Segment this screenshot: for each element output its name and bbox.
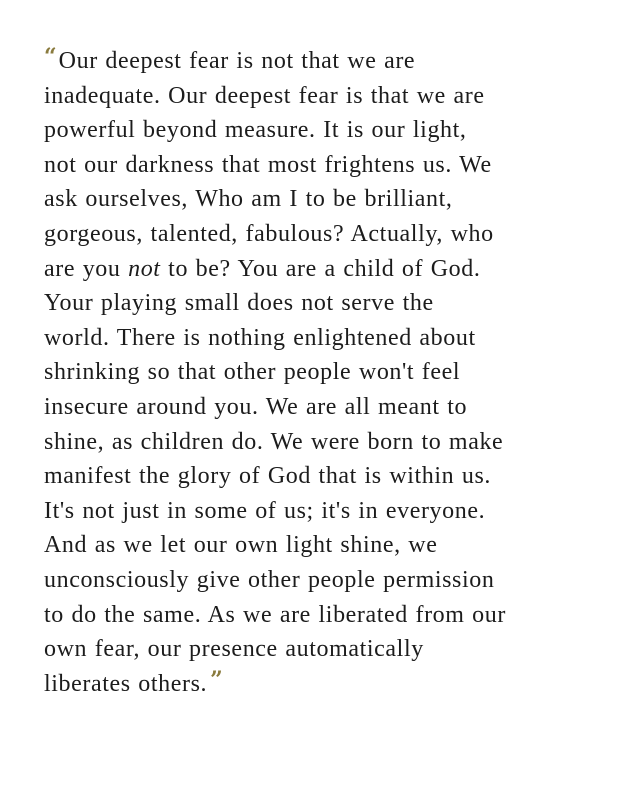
- quote-line: powerful beyond measure. It is our light,: [44, 117, 467, 144]
- quote-line: unconsciously give other people permission: [44, 566, 495, 593]
- quote-line: shrinking so that other people won't feel: [44, 359, 461, 386]
- quote-line: insecure around you. We are all meant to: [44, 393, 468, 420]
- quote-line: manifest the glory of God that is within us.: [44, 463, 492, 490]
- quote-line: world. There is nothing enlightened about: [44, 324, 476, 351]
- quote-line: own fear, our presence automatically: [44, 636, 424, 663]
- quote-line: [44, 44, 624, 79]
- quote-line: shine, as children do. We were born to make: [44, 428, 504, 455]
- quote-line-text: are you: [44, 255, 129, 282]
- close-quote-mark: ”: [210, 666, 221, 693]
- quote-line-text: to be? You are a child of God.: [160, 255, 481, 282]
- quote-line: [44, 252, 624, 287]
- open-quote-mark: “: [44, 44, 55, 70]
- quote-line: not our darkness that most frightens us. We: [44, 151, 492, 178]
- quote-line: gorgeous, talented, fabulous? Actually, who: [44, 220, 494, 247]
- quote-line-text: Our deepest fear is not that we are: [58, 48, 416, 74]
- quote-line: ask ourselves, Who am I to be brilliant,: [44, 186, 453, 213]
- quote-text: [44, 44, 624, 701]
- quote-line: [44, 667, 624, 702]
- quote-line: Your playing small does not serve the: [44, 290, 434, 317]
- quote-line: inadequate. Our deepest fear is that we are: [44, 82, 485, 109]
- quote-line-text: liberates others.: [44, 670, 208, 697]
- quote-line: It's not just in some of us; it's in everyone.: [44, 497, 486, 524]
- emphasized-word: not: [128, 255, 161, 282]
- quote-line: And as we let our own light shine, we: [44, 532, 438, 559]
- quote-line: to do the same. As we are liberated from our: [44, 601, 506, 628]
